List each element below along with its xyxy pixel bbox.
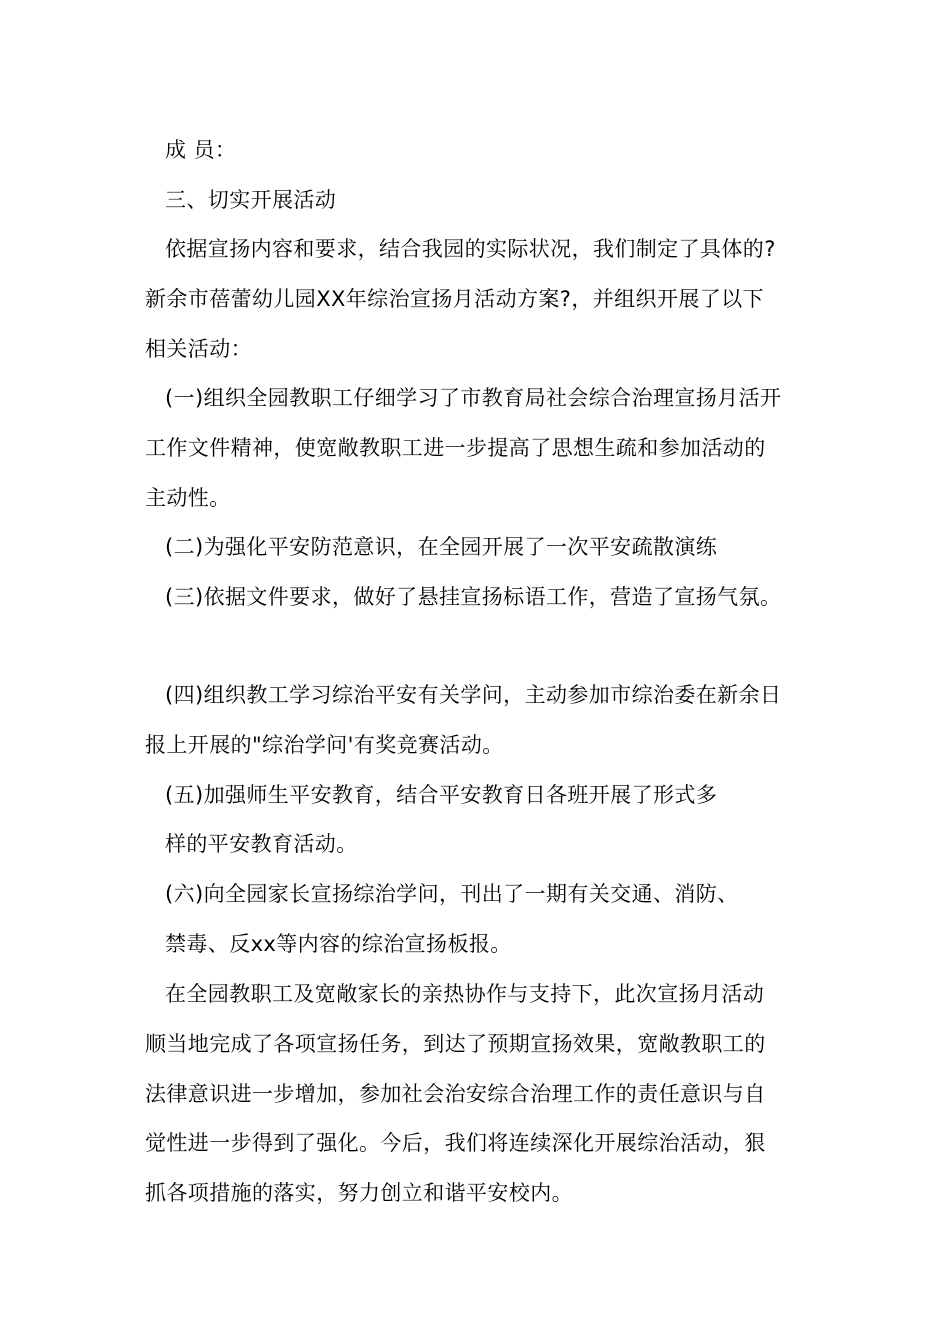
list-item-line: (三)依据文件要求，做好了悬挂宣扬标语工作，营造了宣扬气氛。 bbox=[165, 585, 782, 609]
list-item-line: (一)组织全园教职工仔细学习了市教育局社会综合治理宣扬月活开 bbox=[165, 386, 782, 410]
list-item-line: (二)为强化平安防范意识，在全园开展了一次平安疏散演练 bbox=[165, 535, 718, 559]
list-item-line: (四)组织教工学习综治平安有关学问，主动参加市综治委在新余日 bbox=[165, 683, 782, 707]
conclusion-line: 抓各项措施的落实，努力创立和谐平安校内。 bbox=[145, 1181, 573, 1205]
list-item-line: 主动性。 bbox=[145, 486, 231, 510]
conclusion-line: 觉性进一步得到了强化。今后，我们将连续深化开展综治活动，狠 bbox=[145, 1131, 766, 1155]
section-heading: 三、切实开展活动 bbox=[165, 188, 337, 212]
list-item-line: (五)加强师生平安教育，结合平安教育日各班开展了形式多 bbox=[165, 783, 718, 807]
list-item-line: 禁毒、反xx等内容的综治宣扬板报。 bbox=[165, 932, 512, 956]
paragraph-line: 依据宣扬内容和要求，结合我园的实际状况，我们制定了具体的? bbox=[165, 237, 776, 261]
members-line: 成 员： bbox=[165, 138, 237, 162]
list-item-line: (六)向全园家长宣扬综治学问，刊出了一期有关交通、消防、 bbox=[165, 882, 739, 906]
paragraph-line: 新余市蓓蕾幼儿园XX年综治宣扬月活动方案?，并组织开展了以下 bbox=[145, 287, 764, 311]
conclusion-line: 法律意识进一步增加，参加社会治安综合治理工作的责任意识与自 bbox=[145, 1082, 766, 1106]
paragraph-line: 相关活动： bbox=[145, 337, 252, 361]
list-item-line: 工作文件精神，使宽敞教职工进一步提高了思想生疏和参加活动的 bbox=[145, 436, 766, 460]
conclusion-line: 在全园教职工及宽敞家长的亲热协作与支持下，此次宣扬月活动 bbox=[165, 982, 765, 1006]
list-item-line: 报上开展的"综治学问'有奖竞赛活动。 bbox=[145, 733, 504, 757]
list-item-line: 样的平安教育活动。 bbox=[165, 832, 358, 856]
conclusion-line: 顺当地完成了各项宣扬任务，到达了预期宣扬效果，宽敞教职工的 bbox=[145, 1032, 766, 1056]
